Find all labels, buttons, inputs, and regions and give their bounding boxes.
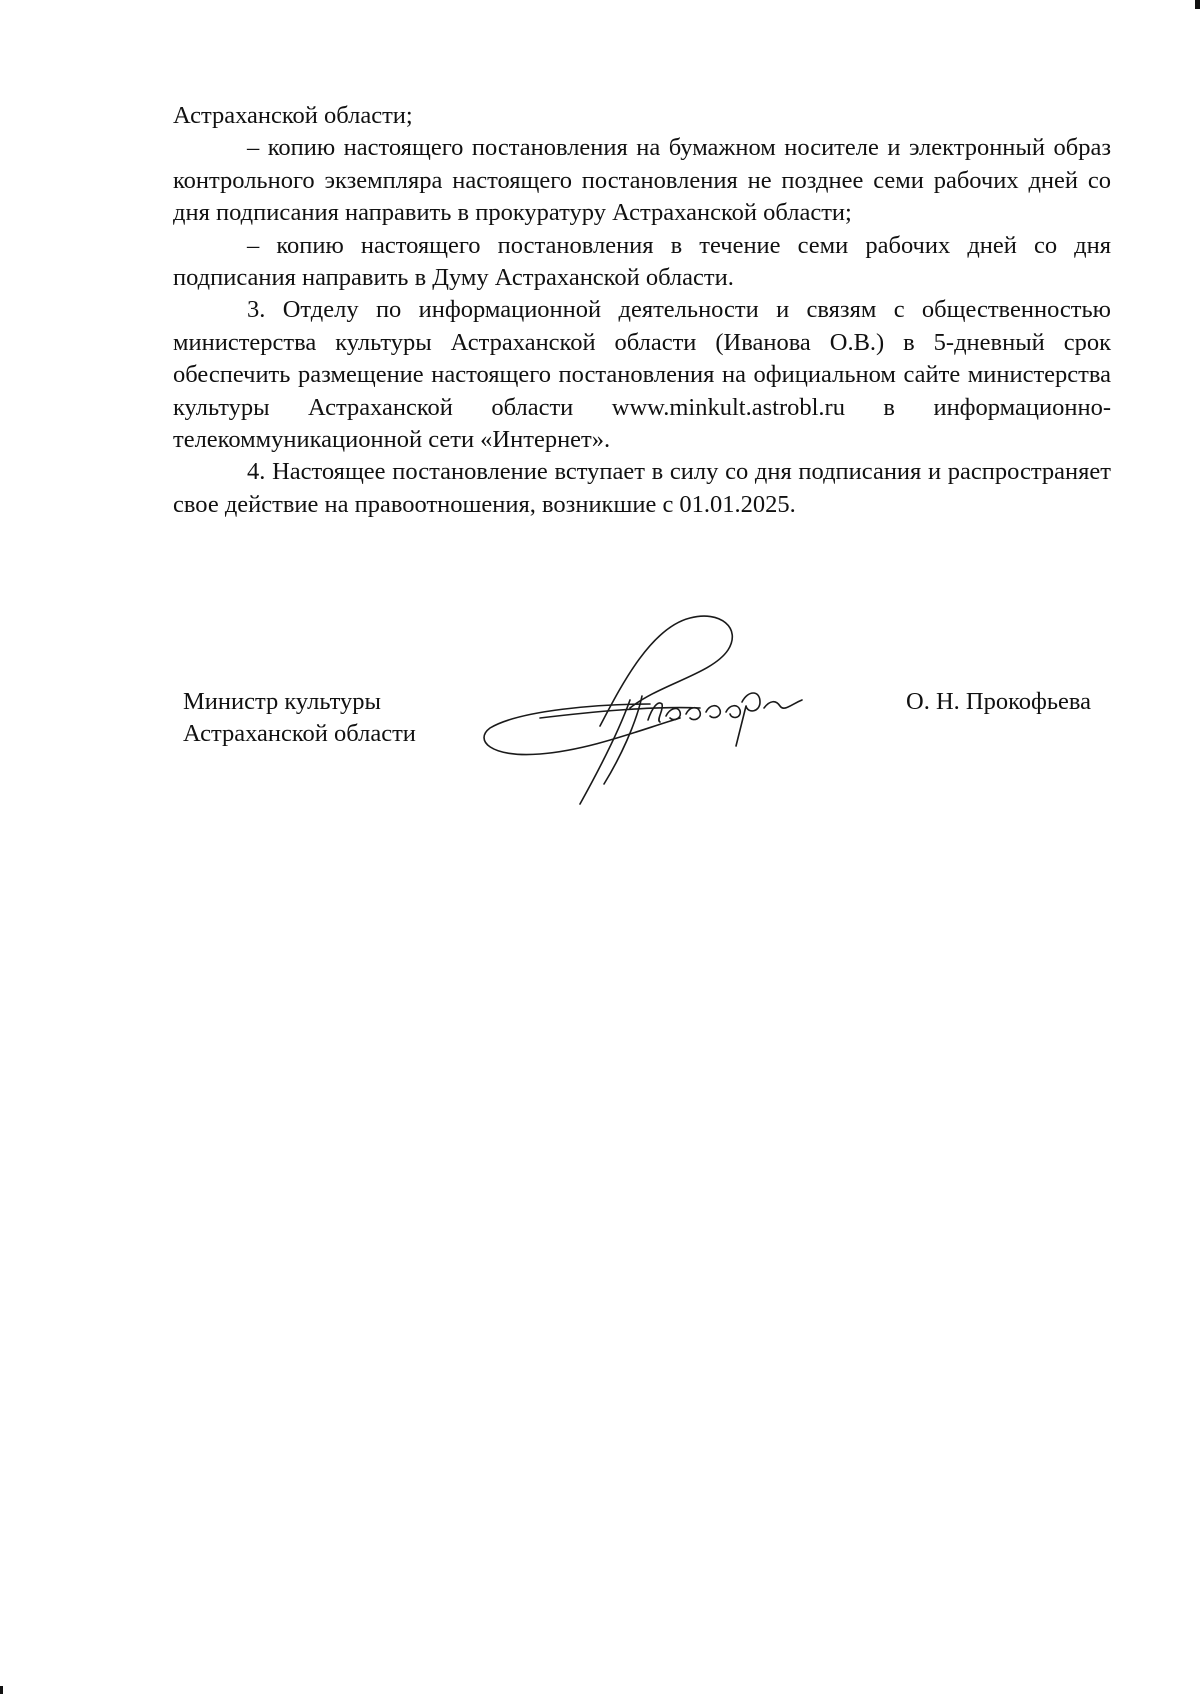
scan-edge-mark-bottom (0, 1686, 3, 1694)
paragraph-copy-duma: – копию настоящего постановления в течение семи рабочих дней со дня подписания направить в Думу Астраханской области. (173, 231, 1111, 292)
handwritten-signature-icon (480, 608, 860, 808)
scan-edge-mark-top (1195, 0, 1200, 9)
paragraph-item-3: 3. Отделу по информационной деятельности и связям с общественностью министерства культуры Астраханской области (Иванова О.В.) в 5-дневный срок обеспечить размещение настоящего постановления на официальном сайте министерства культуры Астраханской области www.minkult.astrobl.ru в информационно-телекоммуникационной сети «Интернет». (173, 296, 1111, 454)
signatory-position (183, 686, 416, 750)
paragraph-item-4: 4. Настоящее постановление вступает в силу со дня подписания и распространяет свое действие на правоотношения, возникшие с 01.01.2025. (173, 458, 1111, 518)
paragraph-continuation: Астраханской области; (173, 102, 413, 129)
signatory-name: О. Н. Прокофьева (906, 688, 1092, 715)
signatory-position-line2: Астраханской области (183, 720, 416, 747)
document-body (173, 100, 1111, 521)
paragraph-copy-prosecutor: – копию настоящего постановления на бумажном носителе и электронный образ контрольного экземпляра настоящего постановления не позднее семи рабочих дней со дня подписания направить в прокуратуру Астраханской области; (173, 134, 1111, 227)
signatory-position-line1: Министр культуры (183, 688, 381, 715)
